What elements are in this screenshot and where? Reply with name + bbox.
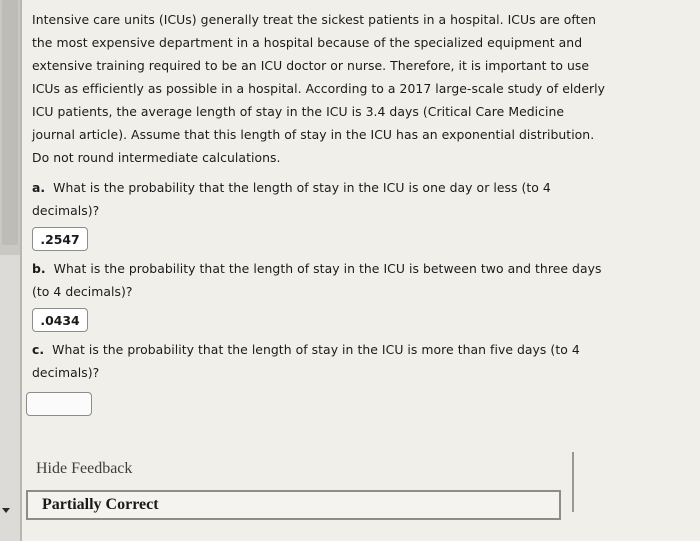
question-b-letter: b. (32, 261, 46, 276)
answer-c-input[interactable] (26, 392, 92, 416)
question-b (32, 257, 662, 332)
question-a-text: What is the probability that the length of stay in the ICU is one day or less (to 4 (53, 180, 551, 195)
question-c-text: What is the probability that the length of stay in the ICU is more than five days (to 4 (52, 342, 580, 357)
intro-line: journal article). Assume that this length of stay in the ICU has an exponential distribution. (32, 127, 595, 142)
feedback-result-label: Partially Correct (42, 496, 159, 513)
intro-line: extensive training required to be an ICU doctor or nurse. Therefore, it is important to use (32, 58, 590, 73)
question-c-letter: c. (32, 342, 45, 357)
question-a-text-cont: decimals)? (32, 203, 100, 218)
intro-line: the most expensive department in a hospital because of the specialized equipment and (32, 35, 583, 50)
scrollbar-thumb[interactable] (2, 0, 18, 245)
hide-feedback-link[interactable]: Hide Feedback (36, 460, 133, 477)
intro-line: ICUs as efficiently as possible in a hospital. According to a 2017 large-scale study of elderly (32, 81, 606, 96)
question-content (32, 8, 662, 420)
answer-a-input[interactable]: .2547 (32, 227, 88, 251)
question-b-text-cont: (to 4 decimals)? (32, 284, 133, 299)
answer-b-input[interactable]: .0434 (32, 308, 88, 332)
collapse-arrow-icon[interactable] (2, 508, 10, 513)
question-c (32, 338, 662, 420)
question-b-text: What is the probability that the length of stay in the ICU is between two and three days (53, 261, 602, 276)
left-divider (20, 0, 22, 541)
scrollbar-track[interactable] (0, 0, 20, 255)
feedback-panel-border (572, 452, 574, 512)
intro-line: ICU patients, the average length of stay in the ICU is 3.4 days (Critical Care Medicine (32, 104, 565, 119)
question-c-text-cont: decimals)? (32, 365, 100, 380)
question-a-letter: a. (32, 180, 46, 195)
intro-line: Do not round intermediate calculations. (32, 150, 281, 165)
problem-intro (32, 8, 662, 169)
intro-line: Intensive care units (ICUs) generally treat the sickest patients in a hospital. ICUs are often (32, 12, 597, 27)
feedback-result-box (26, 490, 561, 520)
question-a (32, 176, 662, 251)
